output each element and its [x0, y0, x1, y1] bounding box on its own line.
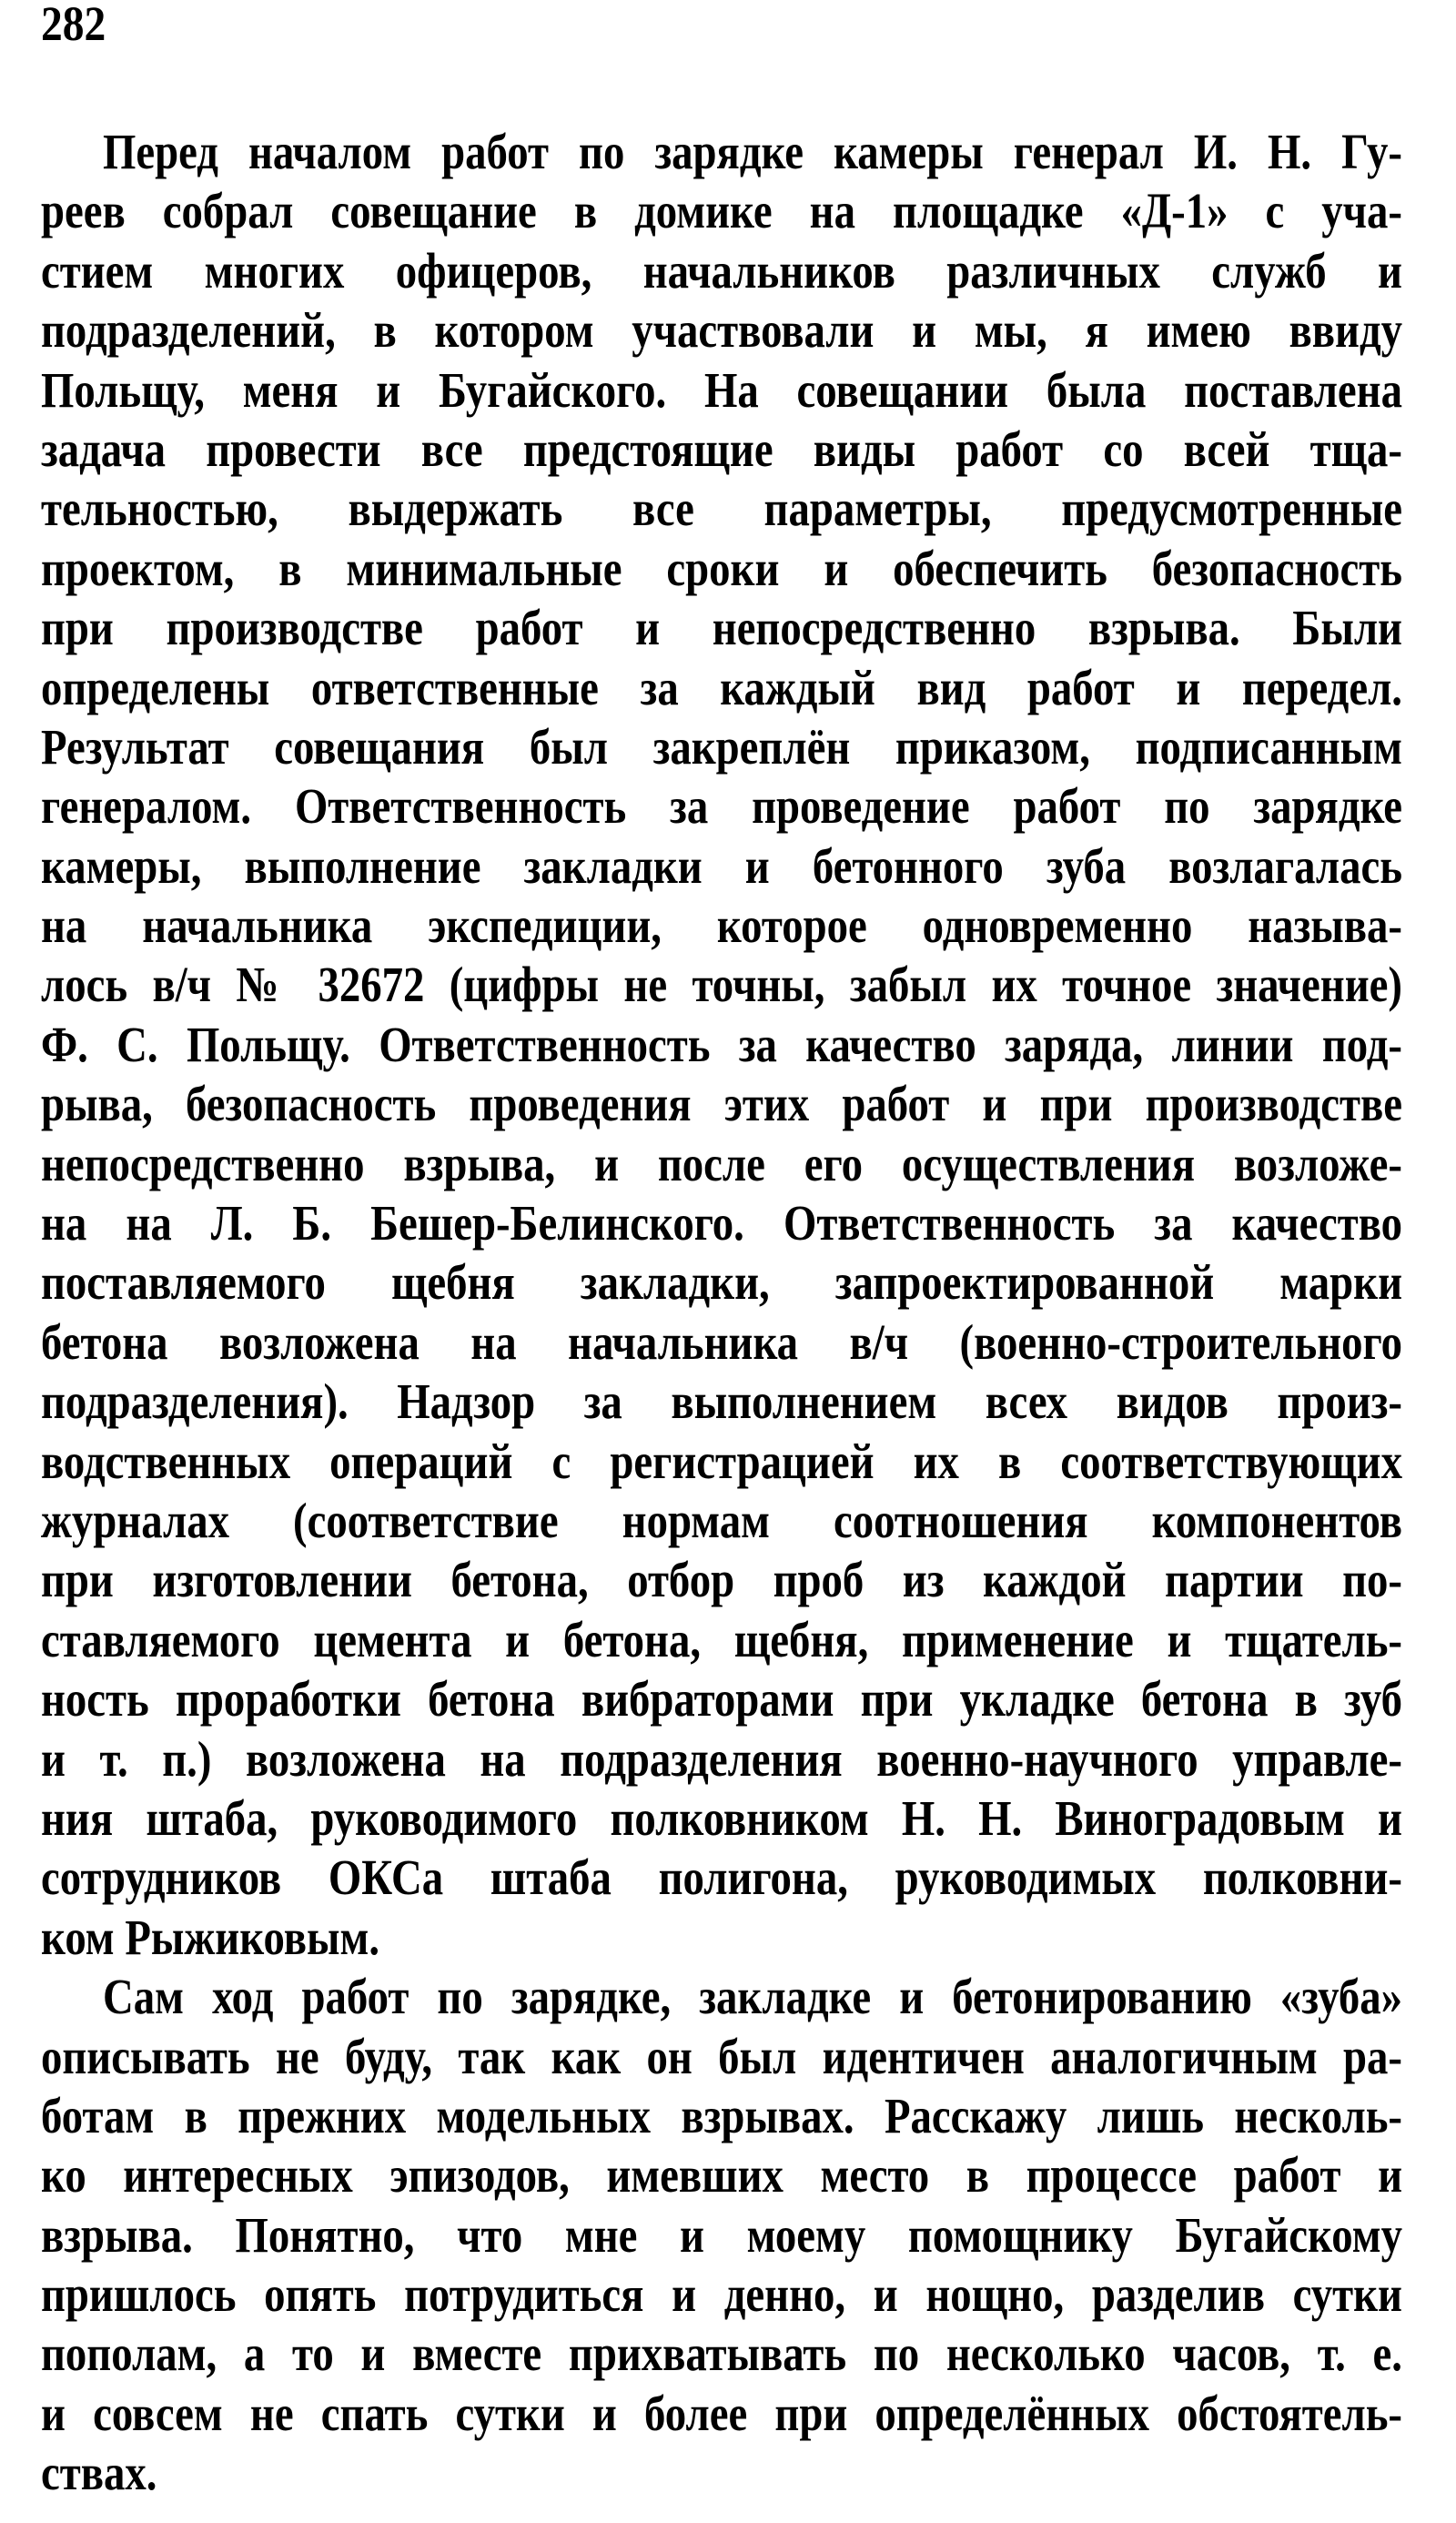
- text-line: Ф. С. Польщу. Ответственность за качество заряда, линии под-: [41, 1016, 1402, 1072]
- text-line: ствах.: [41, 2445, 157, 2501]
- text-line: и т. п.) возложена на подразделения военно-научного управле-: [41, 1730, 1402, 1787]
- text-line: генералом. Ответственность за проведение работ по зарядке: [41, 778, 1402, 835]
- text-line: стием многих офицеров, начальников различных служб и: [41, 242, 1402, 299]
- text-line: проектом, в минимальные сроки и обеспечить безопасность: [41, 540, 1402, 596]
- text-line: ставляемого цемента и бетона, щебня, применение и тщатель-: [41, 1611, 1402, 1667]
- page-number: 282: [41, 0, 106, 51]
- text-line: определены ответственные за каждый вид работ и передел.: [41, 659, 1402, 715]
- text-line: на на Л. Б. Бешер-Белинского. Ответственность за качество: [41, 1195, 1402, 1251]
- text-line: пришлось опять потрудиться и денно, и нощно, разделив сутки: [41, 2266, 1402, 2323]
- text-line: Перед началом работ по зарядке камеры генерал И. Н. Гу-: [103, 124, 1402, 179]
- text-line: сотрудников ОКСа штаба полигона, руководимых полковни-: [41, 1849, 1402, 1906]
- text-line: и совсем не спать сутки и более при определённых обстоятель-: [41, 2385, 1402, 2441]
- text-line: Результат совещания был закреплён приказом, подписанным: [41, 718, 1402, 775]
- text-line: ком Рыжиковым.: [41, 1909, 380, 1965]
- text-line: Сам ход работ по зарядке, закладке и бетонированию «зуба»: [103, 1969, 1402, 2025]
- text-line: журналах (соответствие нормам соотношения компонентов: [41, 1492, 1402, 1548]
- text-line: ния штаба, руководимого полковником Н. Н. Виноградовым и: [41, 1789, 1402, 1846]
- text-line: непосредственно взрыва, и после его осуществления возложе-: [41, 1135, 1402, 1191]
- body-text: [41, 122, 1402, 2503]
- text-line: водственных операций с регистрацией их в соответствующих: [41, 1433, 1402, 1489]
- paragraph: [41, 1967, 1402, 2503]
- text-line: подразделений, в котором участвовали и мы, я имею ввиду: [41, 302, 1402, 359]
- text-line: при изготовлении бетона, отбор проб из каждой партии по-: [41, 1552, 1402, 1608]
- text-line: рыва, безопасность проведения этих работ и при производстве: [41, 1076, 1402, 1132]
- text-line: на начальника экспедиции, которое одновременно называ-: [41, 897, 1402, 954]
- text-line: ботам в прежних модельных взрывах. Расскажу лишь несколь-: [41, 2087, 1402, 2143]
- text-line: задача провести все предстоящие виды работ со всей тща-: [41, 420, 1402, 477]
- text-line: подразделения). Надзор за выполнением всех видов произ-: [41, 1373, 1402, 1430]
- text-line: пополам, а то и вместе прихватывать по несколько часов, т. е.: [41, 2325, 1402, 2382]
- text-line: описывать не буду, так как он был идентичен аналогичным ра-: [41, 2028, 1402, 2084]
- text-line: взрыва. Понятно, что мне и моему помощнику Бугайскому: [41, 2206, 1402, 2263]
- paragraph: [41, 122, 1402, 1967]
- text-line: бетона возложена на начальника в/ч (военно-строительного: [41, 1313, 1402, 1370]
- text-line: реев собрал совещание в домике на площадке «Д-1» с уча-: [41, 183, 1402, 239]
- text-line: ко интересных эпизодов, имевших место в процессе работ и: [41, 2147, 1402, 2204]
- text-line: Польщу, меня и Бугайского. На совещании была поставлена: [41, 361, 1402, 418]
- text-line: лось в/ч № 32672 (цифры не точны, забыл их точное значение): [41, 957, 1402, 1013]
- text-line: камеры, выполнение закладки и бетонного зуба возлагалась: [41, 837, 1402, 894]
- text-line: при производстве работ и непосредственно взрыва. Были: [41, 600, 1402, 656]
- text-line: тельностью, выдержать все параметры, предусмотренные: [41, 481, 1402, 537]
- text-line: ность проработки бетона вибраторами при укладке бетона в зуб: [41, 1671, 1402, 1728]
- text-line: поставляемого щебня закладки, запроектированной марки: [41, 1254, 1402, 1311]
